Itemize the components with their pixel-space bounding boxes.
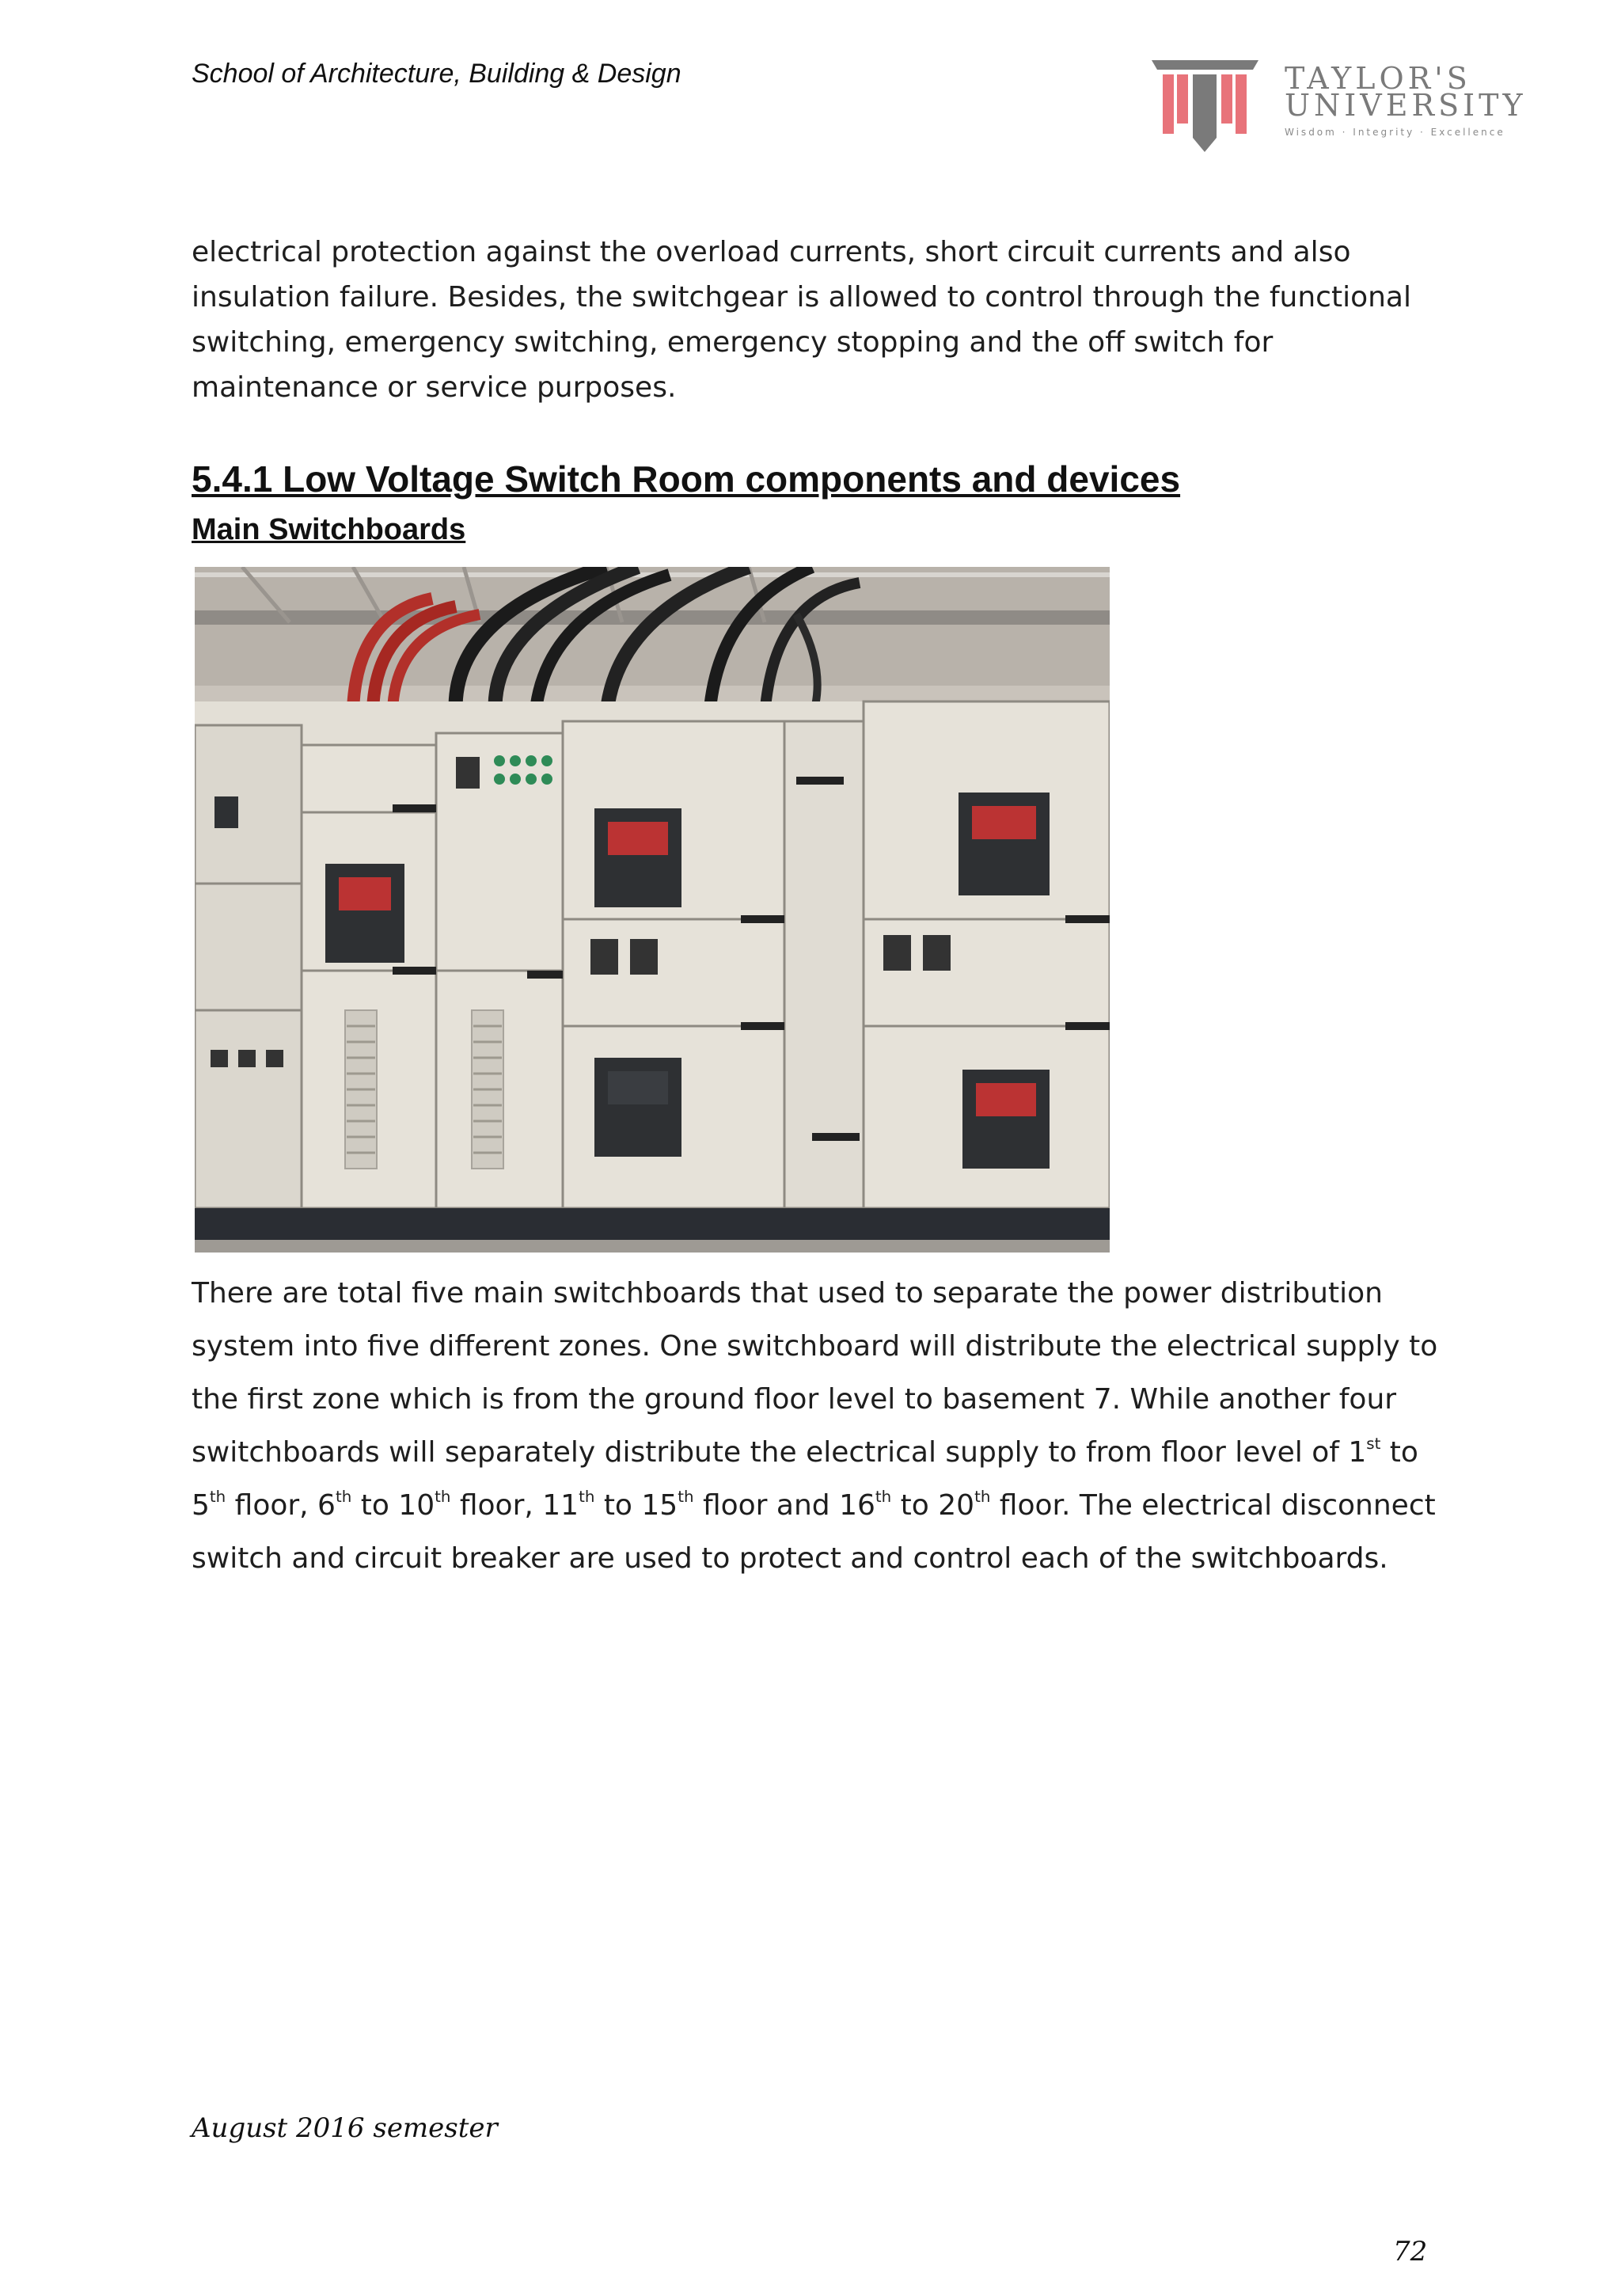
page-number: 72 [1393,2236,1428,2267]
body-paragraph: There are total five main switchboards that used to separate the power distribution system into five different zones. One switchboard will distribute the electrical supply to the first zone which is from the ground floor level to basement 7. While another four switchboards will separately distribute the electrical supply to from floor level of 1st to 5th floor, 6th to 10th floor, 11th to 15th floor and 16th to 20th floor. The electrical disconnect switch and circuit breaker are used to protect and control each of the switchboards. [192,1277,1438,1575]
logo-name-line1: TAYLOR'S [1285,61,1471,96]
taylors-crest-icon [1152,59,1258,154]
intro-paragraph: electrical protection against the overload currents, short circuit currents and also insulation failure. Besides, the switchgear is allowed to control through the functional switching, emergency switching, emergency stopping and the off switch for maintenance or service purposes. [192,236,1411,404]
logo-tagline: Wisdom · Integrity · Excellence [1285,127,1505,138]
header-school-name: School of Architecture, Building & Design [192,59,681,89]
switchboard-photo [195,567,1110,1253]
university-logo [1152,59,1527,158]
section-heading: 5.4.1 Low Voltage Switch Room components and devices [192,458,1181,500]
logo-name-line2: UNIVERSITY [1285,88,1527,123]
footer-semester: August 2016 semester [192,2112,498,2144]
subsection-heading: Main Switchboards [192,513,466,546]
